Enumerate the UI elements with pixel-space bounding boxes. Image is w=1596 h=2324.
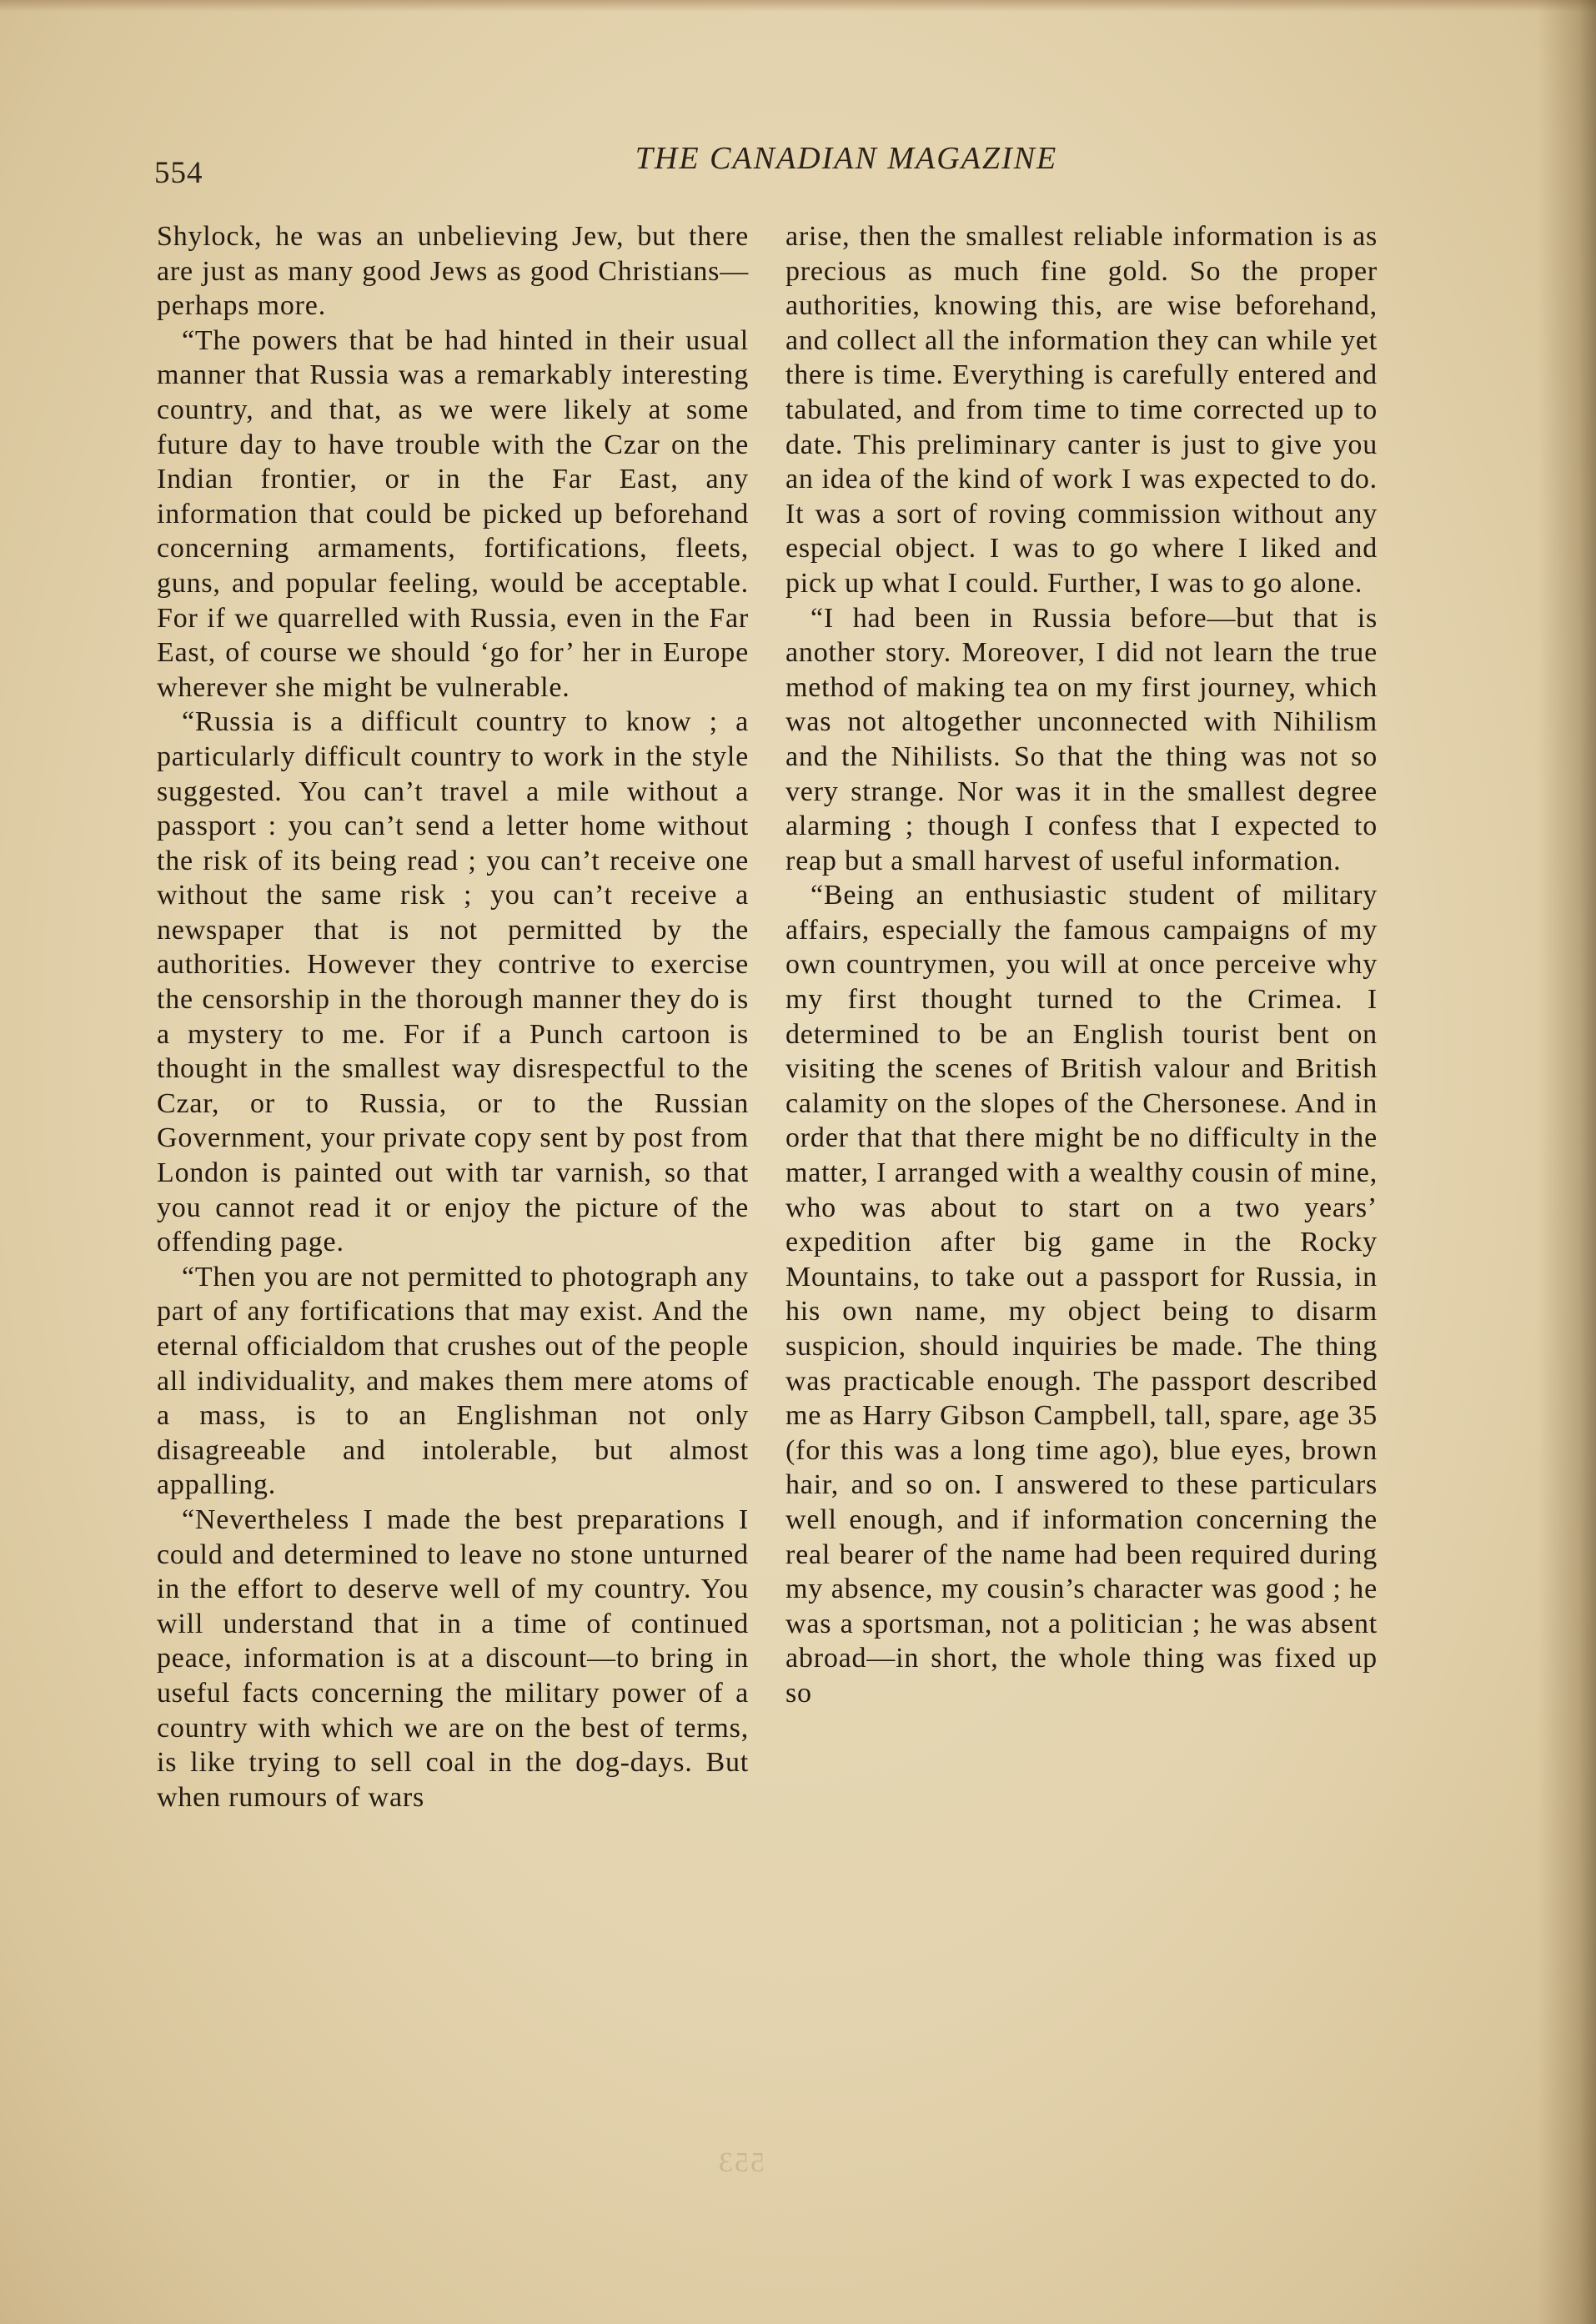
left-column <box>157 219 749 1815</box>
binding-gutter-shadow <box>1538 0 1596 2324</box>
page-header <box>154 140 1388 190</box>
left-paragraph-3: “Russia is a difficult country to know ; a particularly difficult country to work in the style suggested. You can’t travel a mile without a passport : you can’t send a letter home without the risk of its being read ; you can’t receive one without the same risk ; you can’t receive a newspaper that is not permitted by the authorities. However they contrive to exercise the censorship in the thorough manner they do is a mystery to me. For if a Punch cartoon is thought in the smallest way disrespectful to the Czar, or to Russia, or to the Russian Government, your private copy sent by post from London is painted out with tar varnish, so that you cannot read it or enjoy the picture of the offending page. <box>157 706 749 1258</box>
right-column <box>785 219 1378 1711</box>
right-paragraph-3: “Being an enthusiastic student of military affairs, especially the famous campaigns of my own countrymen, you will at once perceive why my first thought turned to the Crimea. I determined to be an English tourist bent on visiting the scenes of British valour and British calamity on the slopes of the Chersonese. And in order that that there might be no difficulty in the matter, I arranged with a wealthy cousin of mine, who was about to start on a two years’ expedition after big game in the Rocky Mountains, to take out a passport for Russia, in his own name, my object being to disarm suspicion, should inquiries be made. The thing was practicable enough. The passport described me as Harry Gibson Campbell, tall, spare, age 35 (for this was a long time ago), blue eyes, brown hair, and so on. I answered to these particulars well enough, and if information concerning the real bearer of the name had been required during my absence, my cousin’s character was good ; he was a sportsman, not a politician ; he was absent abroad—in short, the whole thing was fixed up so <box>785 880 1378 1709</box>
left-paragraph-2: “The powers that be had hinted in their usual manner that Russia was a remarkably interesting country, and that, as we were likely at some future day to have trouble with the Czar on the Indian frontier, or in the Far East, any information that could be picked up beforehand concerning armaments, fortifications, fleets, guns, and popular feeling, would be acceptable. For if we quarrelled with Russia, even in the Far East, of course we should ‘go for’ her in Europe wherever she might be vulnerable. <box>157 324 749 703</box>
right-paragraph-2: “I had been in Russia before—but that is another story. Moreover, I did not learn the true method of making tea on my first journey, which was not altogether unconnected with Nihilism and the Nihilists. So that the thing was not so very strange. Nor was it in the smallest degree alarming ; though I confess that I expected to reap but a small harvest of useful information. <box>785 602 1378 876</box>
page-number: 554 <box>154 156 203 190</box>
left-paragraph-1: Shylock, he was an unbelieving Jew, but there are just as many good Jews as good Christians—perhaps more. <box>157 221 749 322</box>
right-paragraph-1: arise, then the smallest reliable information is as precious as much fine gold. So the proper authorities, knowing this, are wise beforehand, and collect all the information they can while yet there is time. Everything is carefully entered and tabulated, and from time to time corrected up to date. This preliminary canter is just to give you an idea of the kind of work I was expected to do. It was a sort of roving commission without any especial object. I was to go where I liked and pick up what I could. Further, I was to go alone. <box>785 221 1378 599</box>
left-paragraph-5: “Nevertheless I made the best preparations I could and determined to leave no stone unturned in the effort to deserve well of my country. You will understand that in a time of continued peace, information is at a discount—to bring in useful facts concerning the military power of a country with which we are on the best of terms, is like trying to sell coal in the dog-days. But when rumours of wars <box>157 1503 749 1813</box>
running-title: THE CANADIAN MAGAZINE <box>635 141 1058 176</box>
page-top-edge <box>0 0 1596 12</box>
show-through-page-number: 553 <box>717 2147 765 2178</box>
left-paragraph-4: “Then you are not permitted to photograph any part of any fortifications that may exist. And the eternal officialdom that crushes out of the people all individuality, and makes them mere atoms of a mass, is to an Englishman not only disagreeable and intolerable, but almost appalling. <box>157 1261 749 1501</box>
